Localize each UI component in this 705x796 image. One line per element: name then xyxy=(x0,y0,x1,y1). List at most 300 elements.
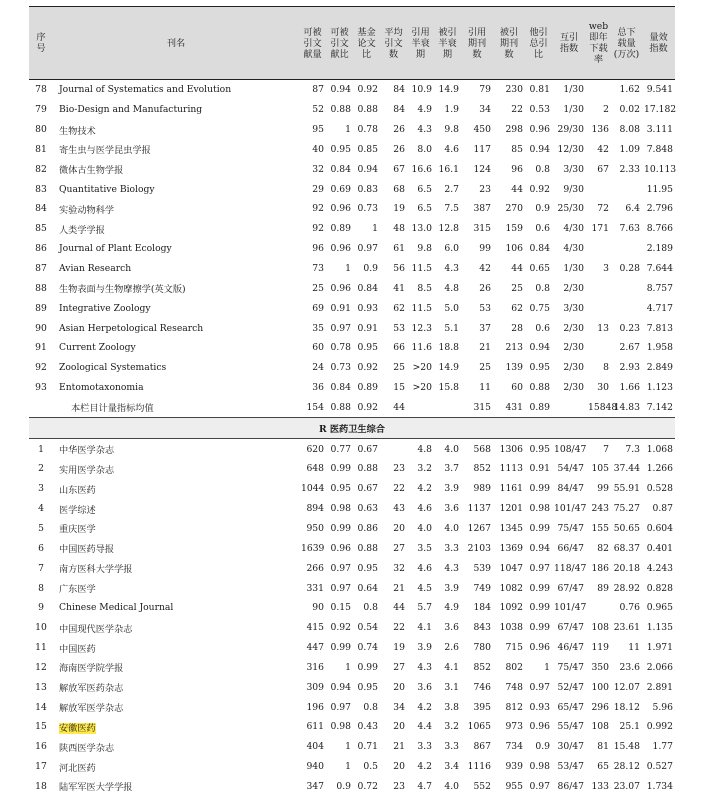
metric-cell: 0.88 xyxy=(357,542,378,554)
metric-cell: 62 xyxy=(393,302,405,314)
table-row xyxy=(29,140,675,160)
metric-cell: 84/47 xyxy=(557,483,584,495)
metric-cell: 171 xyxy=(591,223,609,235)
metric-cell: 0.76 xyxy=(619,602,640,614)
metric-cell: 0.94 xyxy=(357,163,378,175)
metric-cell: 18.12 xyxy=(613,701,640,713)
metric-cell: 5.1 xyxy=(444,322,459,334)
journal-name: Zoological Systematics xyxy=(59,362,167,374)
metric-cell: 14.9 xyxy=(438,84,459,96)
metric-cell: 0.99 xyxy=(330,463,351,475)
metric-cell: 973 xyxy=(505,721,523,733)
journal-name: Quantitative Biology xyxy=(59,183,155,195)
metric-cell: 14.83 xyxy=(613,401,640,413)
metric-cell: 4.3 xyxy=(444,263,459,275)
metric-cell: 4.3 xyxy=(444,562,459,574)
metric-cell: 25 xyxy=(312,282,324,294)
metric-cell: 4.7 xyxy=(417,780,432,792)
table-row xyxy=(29,278,675,298)
journal-name: 陆军军医大学学报 xyxy=(59,782,133,794)
section-row xyxy=(29,418,675,439)
metric-cell: 0.72 xyxy=(357,780,378,792)
metric-cell: 316 xyxy=(306,661,324,673)
metric-cell xyxy=(611,179,642,199)
section-b-body xyxy=(29,439,675,796)
metric-cell: 101/47 xyxy=(554,602,587,614)
metric-cell: 0.99 xyxy=(529,522,550,534)
metric-cell: 4.717 xyxy=(646,302,673,314)
journal-name: 河北医药 xyxy=(59,762,96,774)
journal-name: Integrative Zoology xyxy=(59,302,151,314)
journal-name: Entomotaxonomia xyxy=(59,382,144,394)
table-row xyxy=(29,179,675,199)
metric-cell: 66 xyxy=(393,342,405,354)
metric-cell: 15.8 xyxy=(438,382,459,394)
metric-cell: 0.65 xyxy=(529,263,550,275)
metric-cell: 23.6 xyxy=(619,661,640,673)
metric-cell: 7 xyxy=(603,443,609,455)
metric-cell: 65 xyxy=(597,761,609,773)
metric-cell: 0.92 xyxy=(357,362,378,374)
metric-cell: 26 xyxy=(393,124,405,136)
metric-cell: 0.96 xyxy=(330,542,351,554)
metric-cell: 0.75 xyxy=(529,302,550,314)
metric-cell: 8.757 xyxy=(646,282,673,294)
metric-cell: 118/47 xyxy=(554,562,587,574)
metric-cell: 22 xyxy=(393,483,405,495)
journal-name: 寄生虫与医学昆虫学报 xyxy=(59,145,151,157)
metric-cell: 1/30 xyxy=(563,84,584,96)
metric-cell: 0.94 xyxy=(529,342,550,354)
row-seq: 6 xyxy=(38,542,44,554)
metric-cell: 96 xyxy=(511,163,523,175)
metric-cell: 18.8 xyxy=(438,342,459,354)
table-row xyxy=(29,239,675,259)
metric-cell: 0.81 xyxy=(529,84,550,96)
metric-cell: 67/47 xyxy=(557,622,584,634)
table-row xyxy=(29,338,675,358)
metric-cell: 124 xyxy=(473,163,491,175)
metric-cell: 387 xyxy=(473,203,491,215)
metric-cell: 0.99 xyxy=(357,661,378,673)
row-seq: 89 xyxy=(35,302,47,314)
metric-cell: 0.8 xyxy=(363,701,378,713)
metric-cell: 53 xyxy=(479,302,491,314)
metric-cell: 67/47 xyxy=(557,582,584,594)
metric-cell: 20 xyxy=(393,721,405,733)
metric-cell: 0.99 xyxy=(529,582,550,594)
metric-cell: 1 xyxy=(345,124,351,136)
table-row xyxy=(29,777,675,796)
journal-name: Avian Research xyxy=(59,263,132,275)
metric-cell: 4.0 xyxy=(444,522,459,534)
metric-cell: 1201 xyxy=(499,503,523,515)
metric-cell: 2/30 xyxy=(563,282,584,294)
row-seq: 86 xyxy=(35,243,47,255)
metric-cell: 611 xyxy=(306,721,324,733)
journal-name: 中华医学杂志 xyxy=(59,445,115,457)
metric-cell: 48 xyxy=(393,223,405,235)
metric-cell: 955 xyxy=(505,780,523,792)
journal-name: 医学综述 xyxy=(59,504,96,516)
metric-cell: 0.93 xyxy=(357,302,378,314)
metric-cell: 0.85 xyxy=(357,143,378,155)
metric-cell: 19 xyxy=(393,203,405,215)
metric-cell: 746 xyxy=(473,681,491,693)
metric-cell: 11.95 xyxy=(646,183,673,195)
header-quantity-effect-index: 量效 指数 xyxy=(642,7,675,80)
metric-cell: 5.0 xyxy=(444,302,459,314)
metric-cell: 1.123 xyxy=(646,382,673,394)
metric-cell: 843 xyxy=(473,622,491,634)
metric-cell: 10.113 xyxy=(644,163,677,175)
metric-cell: 940 xyxy=(306,761,324,773)
metric-cell: 3.3 xyxy=(417,741,432,753)
metric-cell: 2.7 xyxy=(444,183,459,195)
header-row xyxy=(29,7,675,80)
metric-cell: 1.77 xyxy=(652,741,673,753)
metric-cell: 82 xyxy=(597,542,609,554)
metric-cell: 72 xyxy=(597,203,609,215)
metric-cell: 734 xyxy=(505,741,523,753)
metric-cell: 4.1 xyxy=(417,622,432,634)
metric-cell: 22 xyxy=(511,104,523,116)
metric-cell: 0.94 xyxy=(330,84,351,96)
metric-cell: 100 xyxy=(591,681,609,693)
metric-cell: 7.63 xyxy=(619,223,640,235)
metric-cell: 75.27 xyxy=(613,503,640,515)
metric-cell: 0.84 xyxy=(357,282,378,294)
metric-cell: 1.266 xyxy=(646,463,673,475)
header-mutual-cite-index: 互引 指数 xyxy=(552,7,586,80)
metric-cell: 0.98 xyxy=(330,721,351,733)
metric-cell: 0.88 xyxy=(330,104,351,116)
metric-cell: 0.9 xyxy=(535,741,550,753)
metric-cell: 270 xyxy=(505,203,523,215)
metric-cell: 0.96 xyxy=(529,721,550,733)
metric-cell: 4.8 xyxy=(417,443,432,455)
metric-cell: 69 xyxy=(312,302,324,314)
metric-cell: 0.73 xyxy=(357,203,378,215)
metric-cell: 894 xyxy=(306,503,324,515)
metric-cell: 54/47 xyxy=(557,463,584,475)
metric-cell: 36 xyxy=(312,382,324,394)
metric-cell: 0.91 xyxy=(529,463,550,475)
row-seq: 5 xyxy=(38,522,44,534)
metric-cell: 2/30 xyxy=(563,382,584,394)
header-citable-ratio: 可被 引文 献比 xyxy=(326,7,353,80)
metric-cell: 46/47 xyxy=(557,642,584,654)
metric-cell: 0.95 xyxy=(330,143,351,155)
metric-cell xyxy=(586,80,611,100)
journal-name: 海南医学院学报 xyxy=(59,663,124,675)
table-row xyxy=(29,757,675,777)
table-row xyxy=(29,677,675,697)
journal-name: 人类学学报 xyxy=(59,224,105,236)
metric-cell: 939 xyxy=(505,761,523,773)
metric-cell: 1038 xyxy=(499,622,523,634)
metric-cell: 431 xyxy=(505,401,523,413)
metric-cell: 0.89 xyxy=(529,401,550,413)
metric-cell: 0.64 xyxy=(357,582,378,594)
section-a-body xyxy=(29,80,675,418)
metric-cell: 0.99 xyxy=(330,642,351,654)
metric-cell: 0.99 xyxy=(529,622,550,634)
metric-cell: 0.96 xyxy=(330,203,351,215)
metric-cell: 159 xyxy=(505,223,523,235)
metric-cell: 108 xyxy=(591,721,609,733)
metric-cell: 92 xyxy=(312,223,324,235)
metric-cell: 7.142 xyxy=(646,401,673,413)
metric-cell: 35 xyxy=(312,322,324,334)
metric-cell: 21 xyxy=(479,342,491,354)
metric-cell: 27 xyxy=(393,661,405,673)
metric-cell: 14.9 xyxy=(438,362,459,374)
metric-cell xyxy=(586,179,611,199)
metric-cell: 23 xyxy=(393,463,405,475)
metric-cell: 136 xyxy=(591,124,609,136)
table-row xyxy=(29,459,675,479)
metric-cell: 266 xyxy=(306,562,324,574)
metric-cell: 67 xyxy=(393,163,405,175)
metric-cell: 2/30 xyxy=(563,362,584,374)
metric-cell: 20 xyxy=(393,681,405,693)
metric-cell: 0.88 xyxy=(529,382,550,394)
metric-cell: 13.0 xyxy=(411,223,432,235)
metric-cell: 1.66 xyxy=(619,382,640,394)
metric-cell: 0.53 xyxy=(529,104,550,116)
metric-cell: 0.5 xyxy=(363,761,378,773)
metric-cell: 186 xyxy=(591,562,609,574)
metric-cell: 3/30 xyxy=(563,302,584,314)
row-seq: 11 xyxy=(35,642,47,654)
metric-cell: 8 xyxy=(603,362,609,374)
metric-cell: 2.93 xyxy=(619,362,640,374)
metric-cell: 44 xyxy=(511,183,523,195)
metric-cell: 3.9 xyxy=(444,483,459,495)
metric-cell: 43 xyxy=(393,503,405,515)
row-seq: 87 xyxy=(35,263,47,275)
metric-cell: 29 xyxy=(312,183,324,195)
metric-cell: 0.96 xyxy=(529,124,550,136)
metric-cell: 0.43 xyxy=(357,721,378,733)
metric-cell: 4.9 xyxy=(417,104,432,116)
metric-cell: 9/30 xyxy=(563,183,584,195)
metric-cell: 25/30 xyxy=(557,203,584,215)
metric-cell: 1082 xyxy=(499,582,523,594)
row-seq: 4 xyxy=(38,503,44,515)
metric-cell: 0.84 xyxy=(330,382,351,394)
table-row xyxy=(29,358,675,378)
metric-cell: 40 xyxy=(312,143,324,155)
metric-cell: 22 xyxy=(393,622,405,634)
metric-cell: 0.99 xyxy=(529,483,550,495)
metric-cell: 0.99 xyxy=(330,522,351,534)
metric-cell: 0.8 xyxy=(535,163,550,175)
metric-cell: 4.0 xyxy=(417,522,432,534)
metric-cell: 86/47 xyxy=(557,780,584,792)
metric-cell: 79 xyxy=(479,84,491,96)
metric-cell: 0.9 xyxy=(535,203,550,215)
metric-cell: 315 xyxy=(473,401,491,413)
metric-cell: 1.9 xyxy=(444,104,459,116)
row-seq: 93 xyxy=(35,382,47,394)
metric-cell: 950 xyxy=(306,522,324,534)
journal-name: 解放军医药杂志 xyxy=(59,683,124,695)
header-fund-ratio: 基金 论文 比 xyxy=(353,7,380,80)
metric-cell: 44 xyxy=(393,401,405,413)
metric-cell: 395 xyxy=(473,701,491,713)
metric-cell: 0.54 xyxy=(357,622,378,634)
metric-cell: 84 xyxy=(393,104,405,116)
table-row xyxy=(29,519,675,539)
header-cited-halflife: 被引 半衰 期 xyxy=(434,7,461,80)
metric-cell: 32 xyxy=(393,562,405,574)
metric-cell: 620 xyxy=(306,443,324,455)
metric-cell: 92 xyxy=(312,203,324,215)
metric-cell: 4.6 xyxy=(417,503,432,515)
metric-cell xyxy=(611,298,642,318)
metric-cell: 1267 xyxy=(467,522,491,534)
metric-cell: 1306 xyxy=(499,443,523,455)
metric-cell: 0.84 xyxy=(529,243,550,255)
row-seq: 1 xyxy=(38,443,44,455)
metric-cell: 0.99 xyxy=(529,602,550,614)
table-row xyxy=(29,697,675,717)
row-seq: 92 xyxy=(35,362,47,374)
metric-cell: 415 xyxy=(306,622,324,634)
metric-cell: 2.6 xyxy=(444,642,459,654)
metric-cell: 1.62 xyxy=(619,84,640,96)
metric-cell: 4.6 xyxy=(417,562,432,574)
metric-cell: 0.95 xyxy=(357,562,378,574)
metric-cell: 4.3 xyxy=(417,661,432,673)
metric-cell xyxy=(407,398,434,418)
metric-cell: 11.5 xyxy=(411,302,432,314)
metric-cell: 4.8 xyxy=(444,282,459,294)
metric-cell: 3.3 xyxy=(444,741,459,753)
metric-cell: 12.3 xyxy=(411,322,432,334)
row-seq: 84 xyxy=(35,203,47,215)
metric-cell xyxy=(586,239,611,259)
metric-cell: 0.87 xyxy=(652,503,673,515)
row-seq: 3 xyxy=(38,483,44,495)
metric-cell: 0.97 xyxy=(529,562,550,574)
metric-cell xyxy=(586,298,611,318)
metric-cell xyxy=(380,439,407,459)
table-row xyxy=(29,439,675,459)
metric-cell: 0.69 xyxy=(330,183,351,195)
metric-cell: 0.95 xyxy=(330,483,351,495)
metric-cell: 90 xyxy=(312,602,324,614)
metric-cell: >20 xyxy=(412,362,432,374)
header-seq: 序 号 xyxy=(29,7,53,80)
metric-cell: 867 xyxy=(473,741,491,753)
table-row xyxy=(29,159,675,179)
metric-cell: 4.1 xyxy=(444,661,459,673)
row-seq: 12 xyxy=(35,661,47,673)
metric-cell: 7.848 xyxy=(646,143,673,155)
metric-cell: 243 xyxy=(591,503,609,515)
metric-cell: 28 xyxy=(511,322,523,334)
journal-name: 本栏目计量指标均值 xyxy=(71,403,154,415)
metric-cell: 1044 xyxy=(301,483,325,495)
metric-cell: 68.37 xyxy=(613,542,640,554)
metric-cell: 75/47 xyxy=(557,522,584,534)
metric-cell: 3.6 xyxy=(444,503,459,515)
metric-cell: 0.92 xyxy=(529,183,550,195)
header-citing-journals: 引用 期刊 数 xyxy=(461,7,493,80)
metric-cell: 8.0 xyxy=(417,143,432,155)
table-row xyxy=(29,199,675,219)
metric-cell: 133 xyxy=(591,780,609,792)
metric-cell: 0.95 xyxy=(529,362,550,374)
metric-cell: 15.48 xyxy=(613,741,640,753)
metric-cell: 7.5 xyxy=(444,203,459,215)
metric-cell: 296 xyxy=(591,701,609,713)
metric-cell: 117 xyxy=(473,143,491,155)
average-row xyxy=(29,398,675,418)
metric-cell: 450 xyxy=(473,124,491,136)
table-row xyxy=(29,657,675,677)
metric-cell: 20 xyxy=(393,761,405,773)
metric-cell: 2 xyxy=(603,104,609,116)
metric-cell: 0.23 xyxy=(619,322,640,334)
metric-cell: 0.92 xyxy=(357,401,378,413)
table-row xyxy=(29,80,675,100)
metric-cell: 25 xyxy=(393,362,405,374)
metric-cell: 26 xyxy=(479,282,491,294)
row-seq: 78 xyxy=(35,84,47,96)
metric-cell: 4.2 xyxy=(417,761,432,773)
metric-cell: 0.6 xyxy=(535,223,550,235)
metric-cell: 0.96 xyxy=(330,282,351,294)
metric-cell: 85 xyxy=(511,143,523,155)
metric-cell: 1.135 xyxy=(646,622,673,634)
metric-cell: 37.44 xyxy=(613,463,640,475)
metric-cell: 12/30 xyxy=(557,143,584,155)
header-total-downloads: 总下 载量 (万次) xyxy=(611,7,642,80)
metric-cell: 1.734 xyxy=(646,780,673,792)
metric-cell: 1345 xyxy=(499,522,523,534)
metric-cell: 108 xyxy=(591,622,609,634)
metric-cell: 7.644 xyxy=(646,263,673,275)
metric-cell: 1.068 xyxy=(646,443,673,455)
metric-cell: 56 xyxy=(393,263,405,275)
journal-name: 中国医药导报 xyxy=(59,544,115,556)
metric-cell: 1 xyxy=(345,761,351,773)
metric-cell: 0.604 xyxy=(646,522,673,534)
header-journal-name: 刊名 xyxy=(53,7,299,80)
metric-cell: 0.88 xyxy=(357,463,378,475)
table-row xyxy=(29,100,675,120)
section-title: R 医药卫生综合 xyxy=(29,418,675,439)
metric-cell: 350 xyxy=(591,661,609,673)
metric-cell: 2/30 xyxy=(563,322,584,334)
metric-cell: 25 xyxy=(511,282,523,294)
metric-cell: 1 xyxy=(345,263,351,275)
journal-name: 微体古生物学报 xyxy=(59,165,124,177)
metric-cell: 21 xyxy=(393,582,405,594)
metric-cell: 99 xyxy=(479,243,491,255)
journal-name: Bio-Design and Manufacturing xyxy=(59,104,203,116)
metric-cell: 1 xyxy=(372,223,378,235)
metric-cell: 68 xyxy=(393,183,405,195)
metric-cell: 0.9 xyxy=(363,263,378,275)
metric-cell: 184 xyxy=(473,602,491,614)
metric-cell: 7.813 xyxy=(646,322,673,334)
metric-cell: 315 xyxy=(473,223,491,235)
